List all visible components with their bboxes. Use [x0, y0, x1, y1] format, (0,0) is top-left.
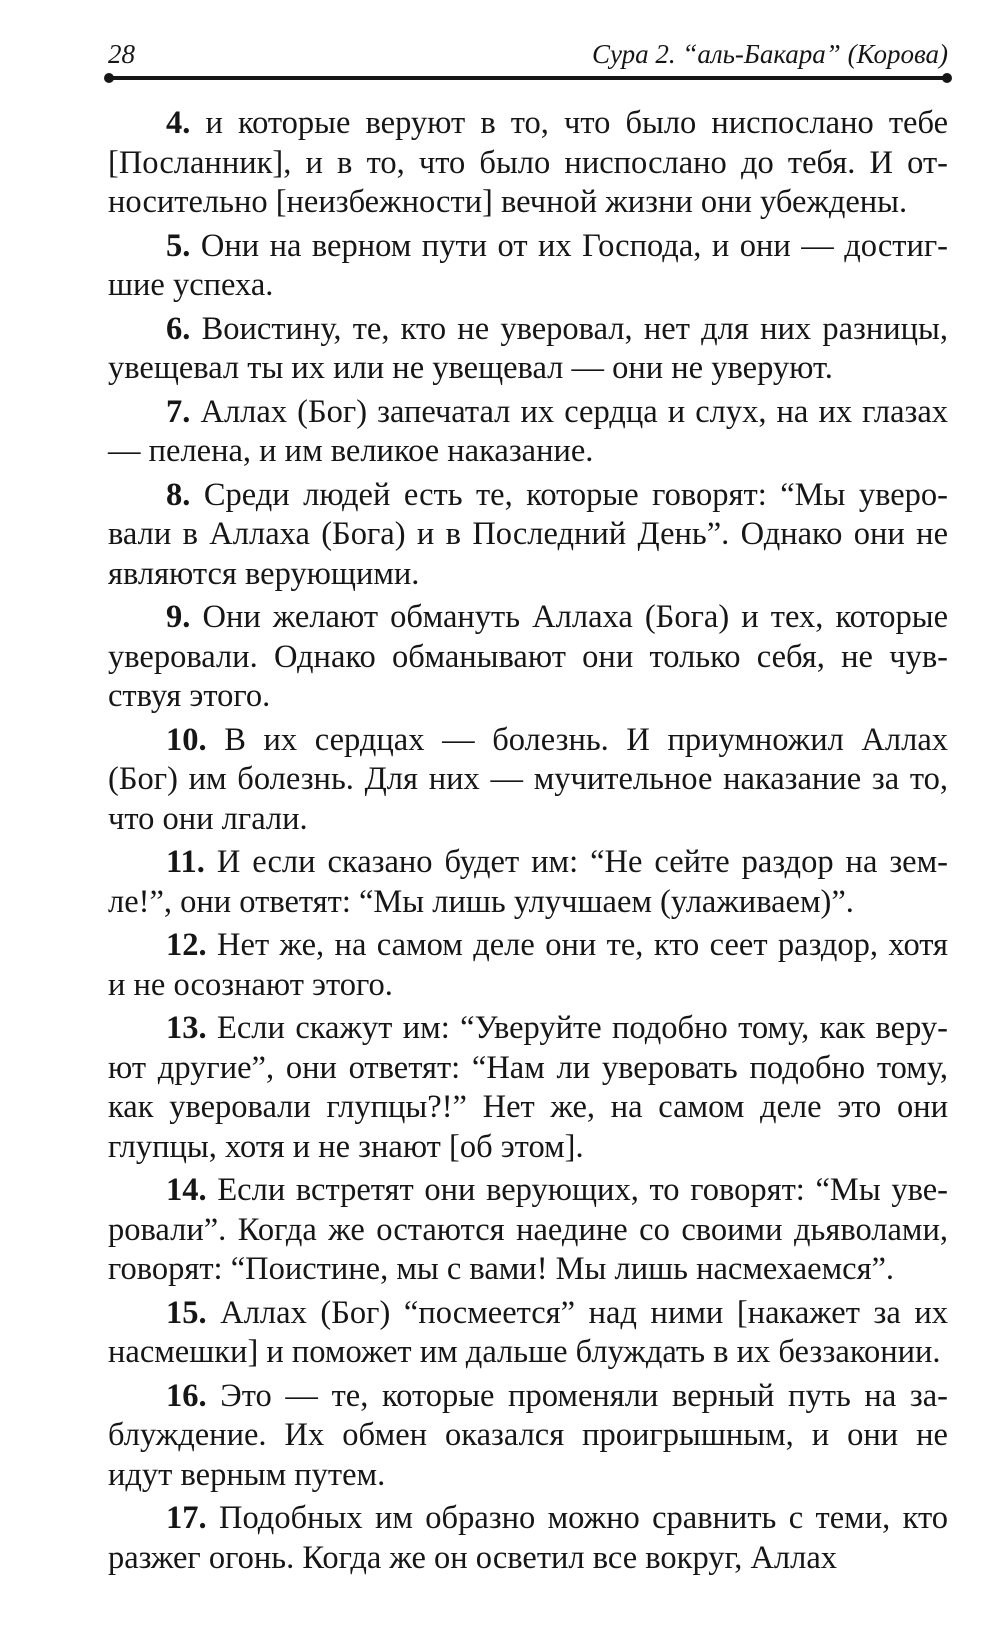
verse	[108, 843, 948, 922]
verse-text: Если скажут им: “Уверуйте подобно тому, как веруют другие”, они ответят: “Нам ли уверовать подобно тому, как уверовали глупцы?!” Нет же, на самом деле это они глупцы, хотя и не знают [об этом].	[108, 1010, 948, 1165]
verse-number: 5.	[166, 227, 191, 264]
verse-number: 15.	[166, 1294, 207, 1331]
verse	[108, 310, 948, 389]
verse-number: 9.	[166, 599, 191, 635]
verse-text: Это — те, которые променяли верный путь на заблуждение. Их обмен оказался проигрышным, и они не идут верным путем.	[108, 1377, 948, 1493]
verse-number: 12.	[166, 927, 207, 963]
verse	[108, 926, 948, 1005]
page-header	[108, 30, 948, 70]
verse-text: Они желают обмануть Аллаха (Бога) и тех, которые уверовали. Однако обманывают они только себя, не чувствуя этого.	[108, 599, 948, 714]
verse-number: 8.	[166, 476, 191, 513]
verse-list	[108, 104, 948, 1582]
verse-text: и которые веруют в то, что было ниспослано тебе [Посланник], и в то, что было ниспослано до тебя. И относительно [неизбежности] вечной жизни они убеждены.	[108, 105, 948, 220]
verse	[108, 598, 948, 717]
header-rule	[108, 76, 948, 80]
verse-number: 14.	[166, 1172, 207, 1208]
verse	[108, 104, 948, 223]
verse-number: 4.	[166, 105, 191, 141]
verse-text: Нет же, на самом деле они те, кто сеет раздор, хотя и не осознают этого.	[108, 927, 948, 1003]
verse-number: 7.	[166, 393, 191, 430]
verse	[108, 721, 948, 840]
verse-number: 16.	[166, 1377, 207, 1414]
verse-text: В их сердцах — болезнь. И приумножил Аллах (Бог) им болезнь. Для них — мучительное наказание за то, что они лгали.	[108, 721, 948, 837]
verse-number: 13.	[166, 1010, 207, 1046]
verse-number: 6.	[166, 310, 191, 347]
verse	[108, 1294, 948, 1373]
verse	[108, 1009, 948, 1167]
verse	[108, 1171, 948, 1290]
verse-number: 17.	[166, 1500, 207, 1536]
page-number: 28	[108, 39, 135, 69]
verse-number: 10.	[166, 721, 207, 758]
verse-text: Если встретят они верующих, то говорят: “Мы уверовали”. Когда же остаются наедине со своими дьяволами, говорят: “Поистине, мы с вами! Мы лишь насмехаемся”.	[108, 1172, 948, 1287]
verse-text: Среди людей есть те, которые говорят: “Мы уверовали в Аллаха (Бога) и в Последний День”. Однако они не являются верующими.	[108, 476, 948, 592]
verse-text: Они на верном пути от их Господа, и они — достигшие успеха.	[108, 227, 948, 303]
verse	[108, 476, 948, 595]
verse-text: Аллах (Бог) “посмеется” над ними [накажет за их насмешки] и поможет им дальше блуждать в их беззаконии.	[108, 1294, 949, 1370]
verse-text: Воистину, те, кто не уверовал, нет для них разницы, увещевал ты их или не увещевал — они не уверуют.	[108, 310, 948, 386]
verse	[108, 393, 948, 472]
verse-text: Подобных им образно можно сравнить с теми, кто разжег огонь. Когда же он осветил все вокруг, Аллах	[108, 1500, 948, 1576]
verse-text: Аллах (Бог) запечатал их сердца и слух, на их глазах — пелена, и им великое наказание.	[108, 393, 949, 469]
verse-number: 11.	[166, 844, 205, 880]
verse-text: И если сказано будет им: “Не сейте раздор на земле!”, они ответят: “Мы лишь улучшаем (улаживаем)”.	[108, 844, 948, 920]
running-head: Сура 2. “аль-Бакара” (Корова)	[591, 39, 948, 69]
verse	[108, 227, 948, 306]
verse	[108, 1377, 948, 1496]
verse	[108, 1499, 948, 1578]
